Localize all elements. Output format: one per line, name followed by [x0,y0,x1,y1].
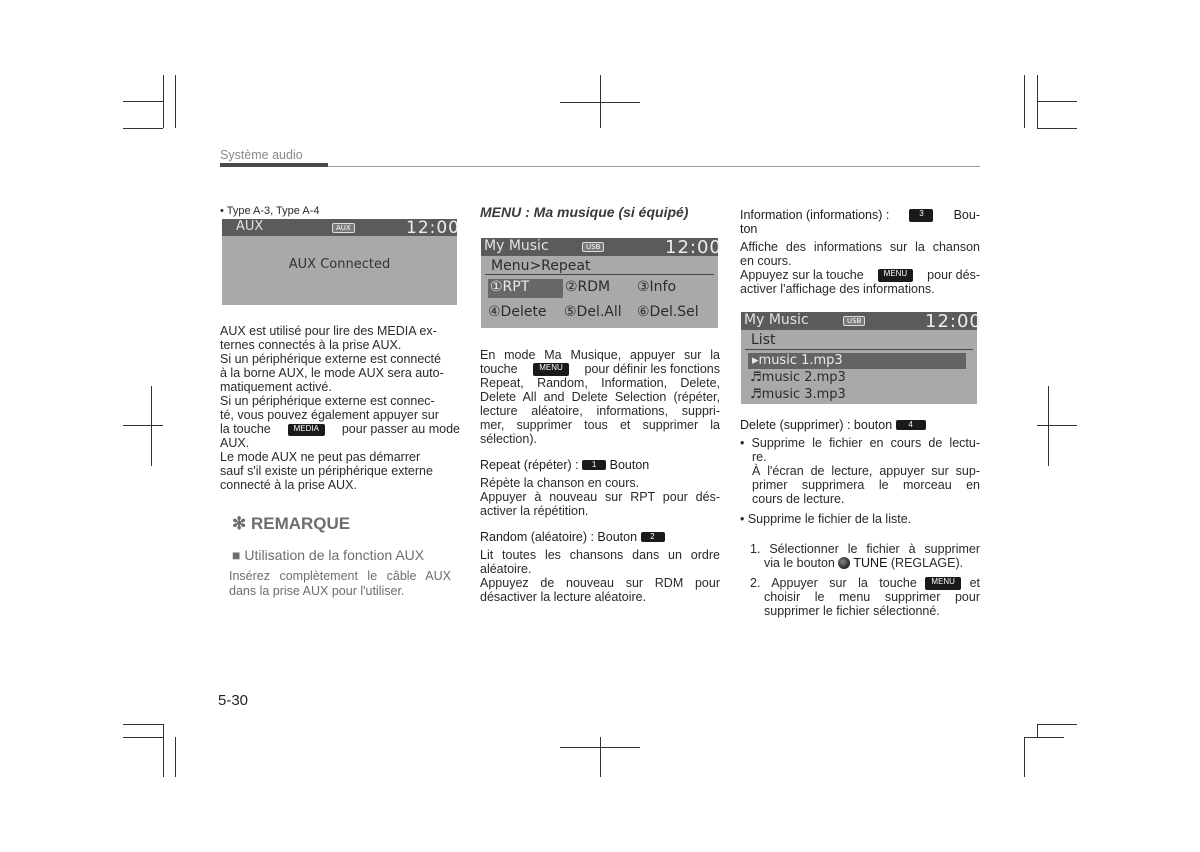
text-line [480,362,720,376]
aux-connected-text: AUX Connected [288,257,391,272]
text-line: Delete All and Delete Selection (répéter, [480,390,720,404]
tune-knob-icon [838,557,850,569]
remark-subtitle: ■ Utilisation de la fonction AUX [232,547,425,563]
column-left [220,204,460,218]
text-span: TUNE [853,556,888,570]
text-span: touche [480,362,518,376]
text-line: Insérez complètement le câble AUX [229,569,451,583]
text-span: la touche [220,422,271,436]
screen-clock: 12:00 [925,311,982,332]
aux-screen [222,218,460,305]
key-2-icon: 2 [641,532,665,542]
text-line: activer l'affichage des informations. [740,282,935,296]
crop-mark [163,724,164,777]
step-line [740,556,980,570]
text-line: à la borne AUX, le mode AUX sera auto- [220,366,444,380]
info-section [740,208,980,296]
text-line: Affiche des informations sur la chanson [740,240,980,254]
menu-option-rdm: ②RDM [565,279,611,295]
text-line [220,422,460,436]
text-line: Appuyer à nouveau sur RPT pour dés- [480,490,720,504]
key-4-icon: 4 [896,420,926,430]
crop-mark [1037,75,1038,128]
step-line: 1. Sélectionner le fichier à supprimer [750,542,980,556]
text-line: Répète la chanson en cours. [480,476,640,490]
screen-clock: 12:00 [665,237,722,258]
media-key-icon: MEDIA [288,424,325,436]
screen-title: My Music [484,238,549,254]
crop-mark [123,737,163,738]
menu-option-rpt: ①RPT [488,279,563,298]
crop-mark [1037,724,1038,737]
aux-tag: AUX [332,223,355,233]
track-item: ♬music 3.mp3 [750,387,846,402]
header-rule [328,166,980,167]
text-span: Appuyez sur la touche [740,268,864,282]
crop-mark [175,75,176,128]
repeat-heading [480,458,720,472]
repeat-section [480,458,720,518]
menu-option-info: ③Info [637,279,677,295]
menu-key-icon: MENU [878,269,914,282]
menu-frame [485,274,714,275]
text-span: Repeat (répéter) : [480,458,579,472]
text-span: (REGLAGE). [890,556,964,570]
text-line: Repeat, Random, Information, Delete, [480,376,720,390]
text-line: sélection). [480,432,537,446]
text-line: ternes connectés à la prise AUX. [220,338,402,352]
text-span: pour définir les fonctions [584,362,720,376]
section-bar [220,163,328,167]
text-span: Bouton [609,458,650,472]
track-item: ♬music 2.mp3 [750,370,846,385]
crop-mark [1037,101,1077,102]
text-line: connecté à la prise AUX. [220,478,357,492]
text-line: aléatoire. [480,562,532,576]
crop-mark [1024,737,1025,777]
text-line: en cours. [740,254,792,268]
menu-option-delete: ④Delete [488,304,547,320]
remark-body [229,569,451,599]
text-line: activer la répétition. [480,504,589,518]
text-line: En mode Ma Musique, appuyer sur la [480,348,720,362]
crop-mark [123,101,163,102]
usb-tag: USB [582,242,604,252]
usb-tag: USB [843,316,865,326]
crop-mark [1037,425,1077,426]
section-heading: MENU : Ma musique (si équipé) [480,204,689,220]
text-span: 2. Appuyer sur la touche [750,576,917,590]
text-line: désactiver la lecture aléatoire. [480,590,647,604]
menu-option-delsel: ⑥Del.Sel [637,304,699,320]
random-section [480,530,720,604]
screen-title: AUX [236,219,264,234]
crop-mark [600,75,601,128]
text-span: pour passer au mode [341,422,460,436]
text-span: Delete (supprimer) : bouton [740,418,893,432]
text-line: primer supprimera le morceau en [752,478,980,492]
menu-key-icon: MENU [533,363,569,376]
text-line: À l'écran de lecture, appuyer sur sup- [752,464,980,478]
crop-mark [1024,75,1025,128]
crop-mark [123,724,163,725]
text-span: pour dés- [927,268,980,282]
text-line: AUX. [220,436,250,450]
text-span: via le bouton [764,556,835,570]
key-1-icon: 1 [582,460,606,470]
text-line: sauf s'il existe un périphérique externe [220,464,433,478]
list-frame [745,349,973,350]
text-line: Le mode AUX ne peut pas démarrer [220,450,421,464]
text-line: ton [740,222,758,236]
step-line: choisir le menu supprimer pour [764,590,980,604]
crop-mark [1024,737,1064,738]
menu-key-icon: MENU [925,577,961,590]
delete-heading [740,418,980,432]
bullet-line: • Supprime le fichier en cours de lectu- [740,436,980,450]
info-heading [740,208,980,222]
list-label: List [751,332,776,348]
text-line: cours de lecture. [752,492,845,506]
section-title: Système audio [220,148,303,162]
crop-mark [1037,724,1077,725]
menu-option-delall: ⑤Del.All [564,304,622,320]
text-span: Random (aléatoire) : Bouton [480,530,638,544]
crop-mark [1037,128,1077,129]
page-number: 5-30 [218,692,249,709]
random-heading [480,530,720,544]
text-line: té, vous pouvez également appuyer sur [220,408,439,422]
text-line: matiquement activé. [220,380,332,394]
screen-title: My Music [744,312,809,328]
text-line: dans la prise AUX pour l'utiliser. [229,584,405,598]
screen-clock: 12:00 [406,218,460,238]
step-line [740,576,980,590]
key-3-icon: 3 [909,209,933,222]
track-item-selected: ▸music 1.mp3 [748,353,966,369]
mymusic-list-screen [741,311,982,404]
text-line: Lit toutes les chansons dans un ordre [480,548,720,562]
bullet-line: • Supprime le fichier de la liste. [740,512,912,526]
mymusic-menu-screen [481,237,722,328]
crop-mark [1048,386,1049,466]
delete-section [740,418,980,618]
crop-mark [600,737,601,777]
text-line: Si un périphérique externe est connec- [220,394,435,408]
crop-mark [175,737,176,777]
text-line: AUX est utilisé pour lire des MEDIA ex- [220,324,437,338]
text-span: et [969,576,980,590]
text-line: re. [752,450,767,464]
text-line: lecture aléatoire, informations, suppri- [480,404,720,418]
text-line: mer, supprimer tous et supprimer la [480,418,720,432]
aux-description [220,324,460,492]
crop-mark [123,425,163,426]
menu-intro [480,348,720,446]
text-span: Information (informations) : [740,208,890,222]
text-line: Si un périphérique externe est connecté [220,352,441,366]
text-line [740,268,980,282]
step-line: supprimer le fichier sélectionné. [764,604,940,618]
type-label: • Type A-3, Type A-4 [220,205,320,217]
crop-mark [163,75,164,128]
crop-mark [151,386,152,466]
crop-mark [123,128,163,129]
menu-path: Menu>Repeat [491,258,591,274]
text-line: Appuyez de nouveau sur RDM pour [480,576,720,590]
text-span: Bou- [953,208,980,222]
remark-title: ✻ REMARQUE [232,514,351,533]
